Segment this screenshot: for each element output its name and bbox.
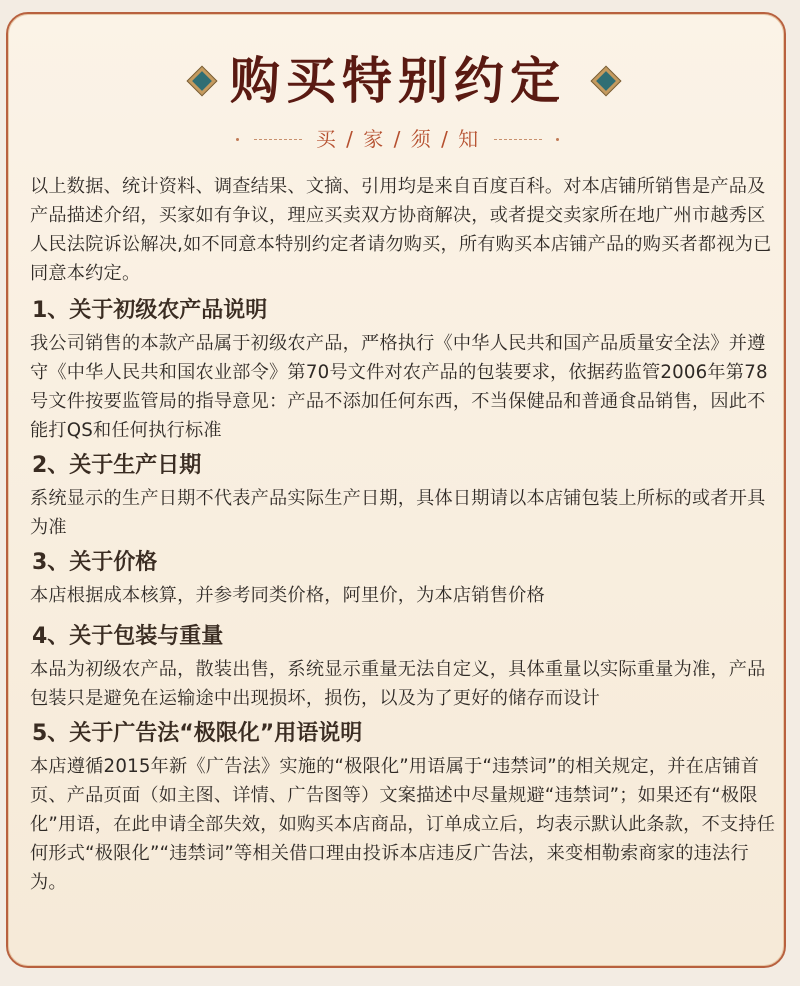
diamond-ornament-icon — [188, 67, 216, 95]
section-heading: 2、关于生产日期 — [32, 453, 202, 478]
dot-ornament-icon — [236, 138, 239, 141]
diamond-ornament-icon — [592, 67, 620, 95]
divider — [254, 139, 302, 140]
section-text: 我公司销售的本款产品属于初级农产品，严格执行《中华人民共和国产品质量安全法》并遵守《中华人民共和国农业部令》第70号文件对农产品的包装要求，依据药监管2006年第78号文件按要监管局的指导意见：产品不添加任何东西，不当保健品和普通食品销售，因此不能打QS和任何执行标准 — [30, 333, 768, 441]
section-text: 本品为初级农产品，散装出售，系统显示重量无法自定义，具体重量以实际重量为准，产品包装只是避免在运输途中出现损坏，损伤，以及为了更好的储存而设计 — [30, 659, 766, 709]
intro-paragraph: 以上数据、统计资料、调查结果、文摘、引用均是来自百度百科。对本店铺所销售是产品及产品描述介绍，买家如有争议，理应买卖双方协商解决，或者提交卖家所在地广州市越秀区人民法院诉讼解决,如不同意本特别约定者请勿购买，所有购买本店铺产品的购买者都视为已同意本约定。 — [30, 176, 772, 284]
subtitle-row — [8, 124, 788, 154]
section-heading: 1、关于初级农产品说明 — [32, 298, 268, 323]
section-heading: 5、关于广告法“极限化”用语说明 — [32, 721, 363, 746]
divider — [494, 139, 542, 140]
dot-ornament-icon — [556, 138, 559, 141]
section-heading: 4、关于包装与重量 — [32, 624, 224, 649]
section-text: 系统显示的生产日期不代表产品实际生产日期，具体日期请以本店铺包装上所标的或者开具为准 — [30, 488, 766, 538]
title-row — [8, 48, 788, 114]
notice-card — [6, 12, 786, 968]
notice-body — [30, 172, 778, 897]
section-heading: 3、关于价格 — [32, 550, 158, 575]
section-text: 本店根据成本核算，并参考同类价格，阿里价，为本店销售价格 — [30, 585, 545, 606]
page-subtitle: 买 / 家 / 须 / 知 — [315, 127, 481, 151]
section-text: 本店遵循2015年新《广告法》实施的“极限化”用语属于“违禁词”的相关规定，并在店铺首页、产品页面（如主图、详情、广告图等）文案描述中尽量规避“违禁词”；如果还有“极限化”用语，在此申请全部失效，如购买本店商品，订单成立后，均表示默认此条款，不支持任何形式“极限化”“违禁词”等相关借口理由投诉本店违反广告法，来变相勒索商家的违法行为。 — [30, 756, 776, 893]
page-title: 购买特别约定 — [230, 52, 566, 110]
